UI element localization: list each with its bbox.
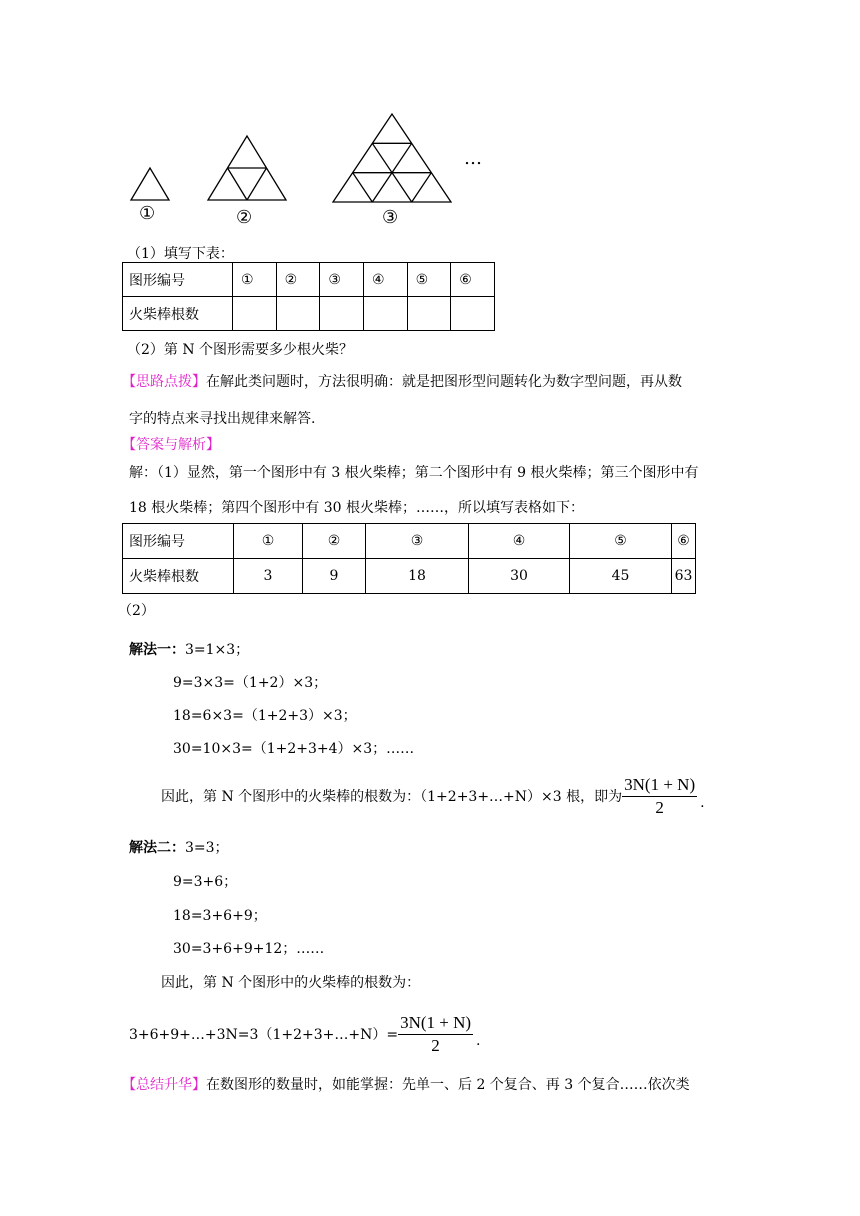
table1-cell (233, 297, 277, 331)
figure-label-3: ③ (382, 207, 399, 228)
triangle-figures (0, 0, 860, 240)
method2-end: . (476, 1033, 481, 1049)
figure-label-1: ① (139, 203, 156, 224)
table1-header-label: 图形编号 (123, 263, 233, 297)
solution-line-1: 解：（1）显然，第一个图形中有 3 根火柴棒；第二个图形中有 9 根火柴棒；第三个图形中有 (129, 465, 699, 481)
answer-table (122, 523, 696, 594)
table2-value: 18 (366, 559, 469, 594)
method2-first-line (129, 837, 229, 857)
answer-tag: 【答案与解析】 (122, 437, 220, 453)
method1-line: 9=3×3=（1+2）×3； (173, 675, 328, 691)
figure-label-2: ② (236, 207, 253, 228)
method1-first-line (129, 639, 249, 659)
hint-text-1: 在解此类问题时，方法很明确：就是把图形型问题转化为数字型问题，再从数 (206, 374, 682, 390)
table2-value: 63 (672, 559, 696, 594)
hint-line-2: 字的特点来寻找出规律来解答. (129, 411, 316, 427)
table2-col: ④ (469, 524, 570, 559)
method1-title: 解法一： (129, 642, 185, 658)
table1-cell (276, 297, 320, 331)
table1-row-label: 火柴棒根数 (123, 297, 233, 331)
fraction-denominator: 2 (431, 1035, 440, 1055)
table2-col: ③ (366, 524, 469, 559)
table2-col: ⑥ (672, 524, 696, 559)
table2-header-label: 图形编号 (123, 524, 234, 559)
table2-value: 3 (234, 559, 303, 594)
table2-value: 30 (469, 559, 570, 594)
method2-formula: 3+6+9+…+3N=3（1+2+3+…+N）= (129, 1027, 399, 1043)
summary-tag: 【总结升华】 (122, 1077, 206, 1093)
solution-line-2: 18 根火柴棒；第四个图形中有 30 根火柴棒；……，所以填写表格如下： (129, 500, 584, 516)
method2-line: 18=3+6+9； (173, 908, 267, 924)
fraction-denominator: 2 (655, 797, 664, 817)
method1-fraction (622, 774, 697, 819)
question-1: （1）填写下表： (127, 246, 234, 262)
table1-cell (320, 297, 364, 331)
table1-col: ⑤ (407, 263, 451, 297)
method2-line: 9=3+6； (173, 874, 238, 890)
table2-col: ⑤ (570, 524, 672, 559)
method2-fraction (398, 1012, 473, 1057)
table1-col: ⑥ (451, 263, 495, 297)
hint-tag: 【思路点拨】 (122, 374, 206, 390)
table1-cell (363, 297, 407, 331)
method2-formula-row (129, 1008, 480, 1060)
table1-col: ③ (320, 263, 364, 297)
summary-line (122, 1074, 690, 1094)
method1-first: 3=1×3； (185, 642, 250, 658)
table2-row-label: 火柴棒根数 (123, 559, 234, 594)
table1-col: ① (233, 263, 277, 297)
summary-text: 在数图形的数量时，如能掌握：先单一、后 2 个复合、再 3 个复合……依次类 (206, 1077, 690, 1093)
method2-line: 30=3+6+9+12；…… (173, 941, 325, 957)
table2-col: ② (303, 524, 366, 559)
triangle-figure-2 (208, 136, 286, 200)
table1-col: ④ (363, 263, 407, 297)
table2-value: 45 (570, 559, 672, 594)
method1-conclusion-text: 因此，第 N 个图形中的火柴棒的根数为：（1+2+3+…+N）×3 根，即为 (161, 789, 623, 805)
triangle-figure-1 (131, 168, 169, 200)
table2-col: ① (234, 524, 303, 559)
table2-value: 9 (303, 559, 366, 594)
method2-first: 3=3； (185, 840, 229, 856)
method1-end: . (700, 795, 705, 811)
fraction-numerator: 3N(1 + N) (622, 774, 697, 797)
method1-conclusion (161, 770, 705, 822)
table1-cell (451, 297, 495, 331)
fraction-numerator: 3N(1 + N) (398, 1012, 473, 1035)
method1-line: 18=6×3=（1+2+3）×3； (173, 708, 357, 724)
question-2: （2）第 N 个图形需要多少根火柴？ (127, 342, 354, 358)
method2-conclusion: 因此，第 N 个图形中的火柴棒的根数为： (161, 975, 421, 991)
part-2-label: （2） (118, 603, 155, 619)
table1-col: ② (276, 263, 320, 297)
figures-ellipsis: … (464, 148, 482, 169)
method2-title: 解法二： (129, 840, 185, 856)
hint-line-1 (122, 371, 682, 391)
blank-table (122, 262, 495, 331)
triangle-figure-3 (333, 114, 451, 202)
method1-line: 30=10×3=（1+2+3+4）×3；…… (173, 741, 415, 757)
table1-cell (407, 297, 451, 331)
